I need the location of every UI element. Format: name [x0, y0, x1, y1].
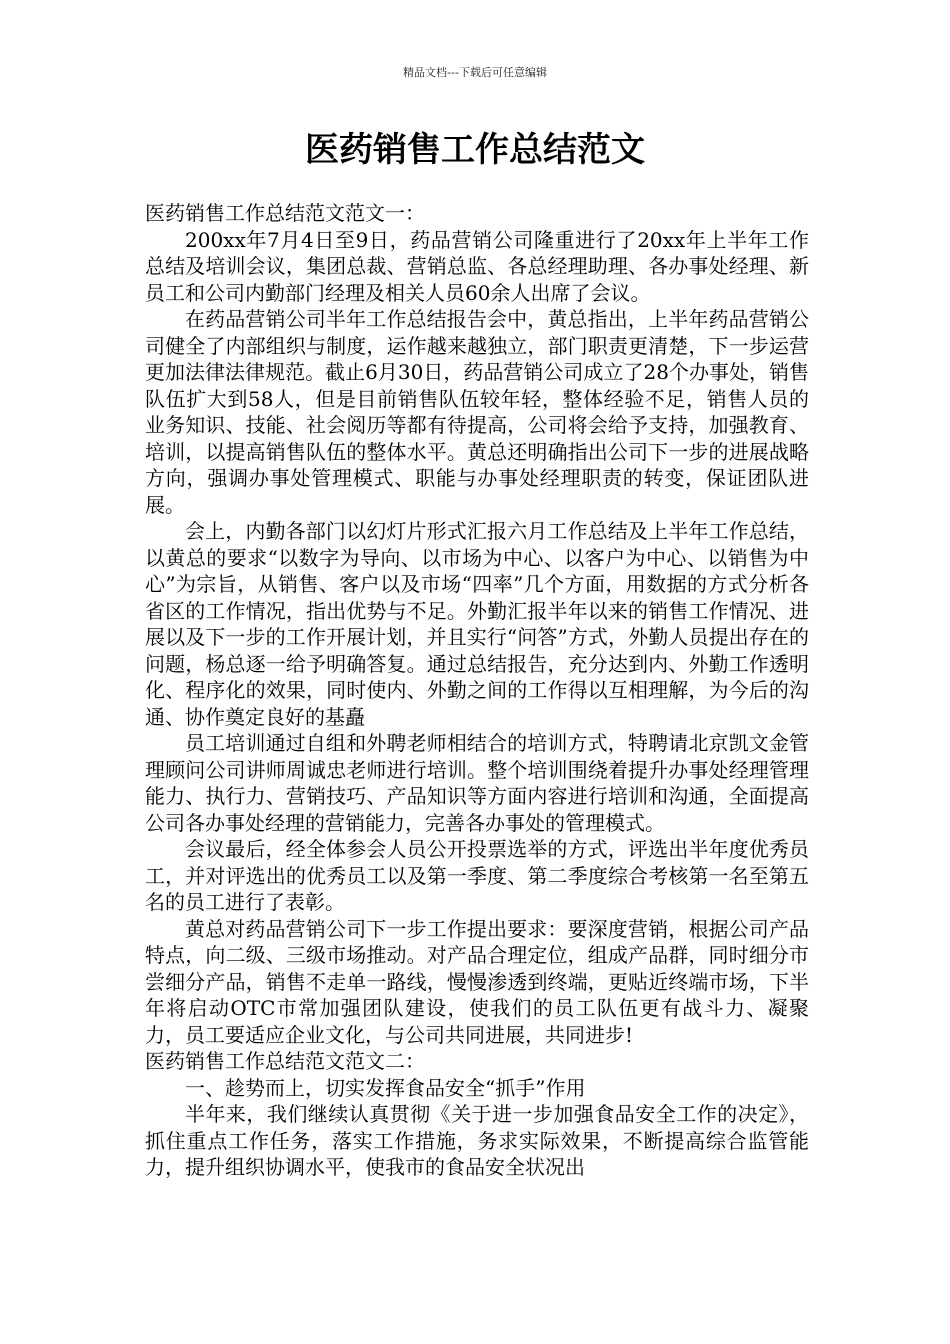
paragraph: 200xx年7月4日至9日，药品营销公司隆重进行了20xx年上半年工作总结及培训会议，集团总裁、营销总监、各总经理助理、各办事处经理、新员工和公司内勤部门经理及相关人员60余人出席了会议。: [145, 227, 809, 305]
section-heading-two: 医药销售工作总结范文范文二：: [145, 1049, 425, 1073]
page-header-watermark: 精品文档---下载后可任意编辑: [403, 66, 547, 79]
paragraph: 会上，内勤各部门以幻灯片形式汇报六月工作总结及上半年工作总结，以黄总的要求“以数字为导向、以市场为中心、以客户为中心、以销售为中心”为宗旨，从销售、客户以及市场“四率”几个方面，用数据的方式分析各省区的工作情况，指出优势与不足。外勤汇报半年以来的销售工作情况、进展以及下一步的工作开展计划，并且实行“问答”方式，外勤人员提出存在的问题，杨总逐一给予明确答复。通过总结报告，充分达到内、外勤工作透明化、程序化的效果，同时使内、外勤之间的工作得以互相理解，为今后的沟通、协作奠定良好的基矗: [145, 519, 809, 729]
document-title: 医药销售工作总结范文: [305, 130, 645, 170]
paragraph: 黄总对药品营销公司下一步工作提出要求：要深度营销，根据公司产品特点，向二级、三级市场推动。对产品合理定位，组成产品群，同时细分市尝细分产品，销售不走单一路线，慢慢渗透到终端，更贴近终端市场，下半年将启动OTC市常加强团队建设，使我们的员工队伍更有战斗力、凝聚力，员工要适应企业文化，与公司共同进展，共同进步!: [145, 916, 809, 1047]
paragraph: 在药品营销公司半年工作总结报告会中，黄总指出，上半年药品营销公司健全了内部组织与制度，运作越来越独立，部门职责更清楚，下一步运营更加法律法律规范。截止6月30日，药品营销公司成立了28个办事处，销售队伍扩大到58人，但是目前销售队伍较年轻，整体经验不足，销售人员的业务知识、技能、社会阅历等都有待提高，公司将会给予支持，加强教育、培训，以提高销售队伍的整体水平。黄总还明确指出公司下一步的进展战略方向，强调办事处管理模式、职能与办事处经理职责的转变，保证团队进展。: [145, 307, 809, 517]
paragraph: 会议最后，经全体参会人员公开投票选举的方式，评选出半年度优秀员工，并对评选出的优秀员工以及第一季度、第二季度综合考核第一名至第五名的员工进行了表彰。: [145, 837, 809, 914]
subheading: 一、趁势而上，切实发挥食品安全“抓手”作用: [185, 1075, 586, 1100]
section-heading-one: 医药销售工作总结范文范文一：: [145, 201, 425, 225]
paragraph: 半年来，我们继续认真贯彻《关于进一步加强食品安全工作的决定》，抓住重点工作任务，落实工作措施，务求实际效果，不断提高综合监管能力，提升组织协调水平，使我市的食品安全状况出: [145, 1102, 809, 1179]
document-body: [145, 200, 809, 1181]
paragraph: 员工培训通过自组和外聘老师相结合的培训方式，特聘请北京凯文金管理顾问公司讲师周诚忠老师进行培训。整个培训围绕着提升办事处经理管理能力、执行力、营销技巧、产品知识等方面内容进行培训和沟通，全面提高公司各办事处经理的营销能力，完善各办事处的管理模式。: [145, 731, 809, 835]
